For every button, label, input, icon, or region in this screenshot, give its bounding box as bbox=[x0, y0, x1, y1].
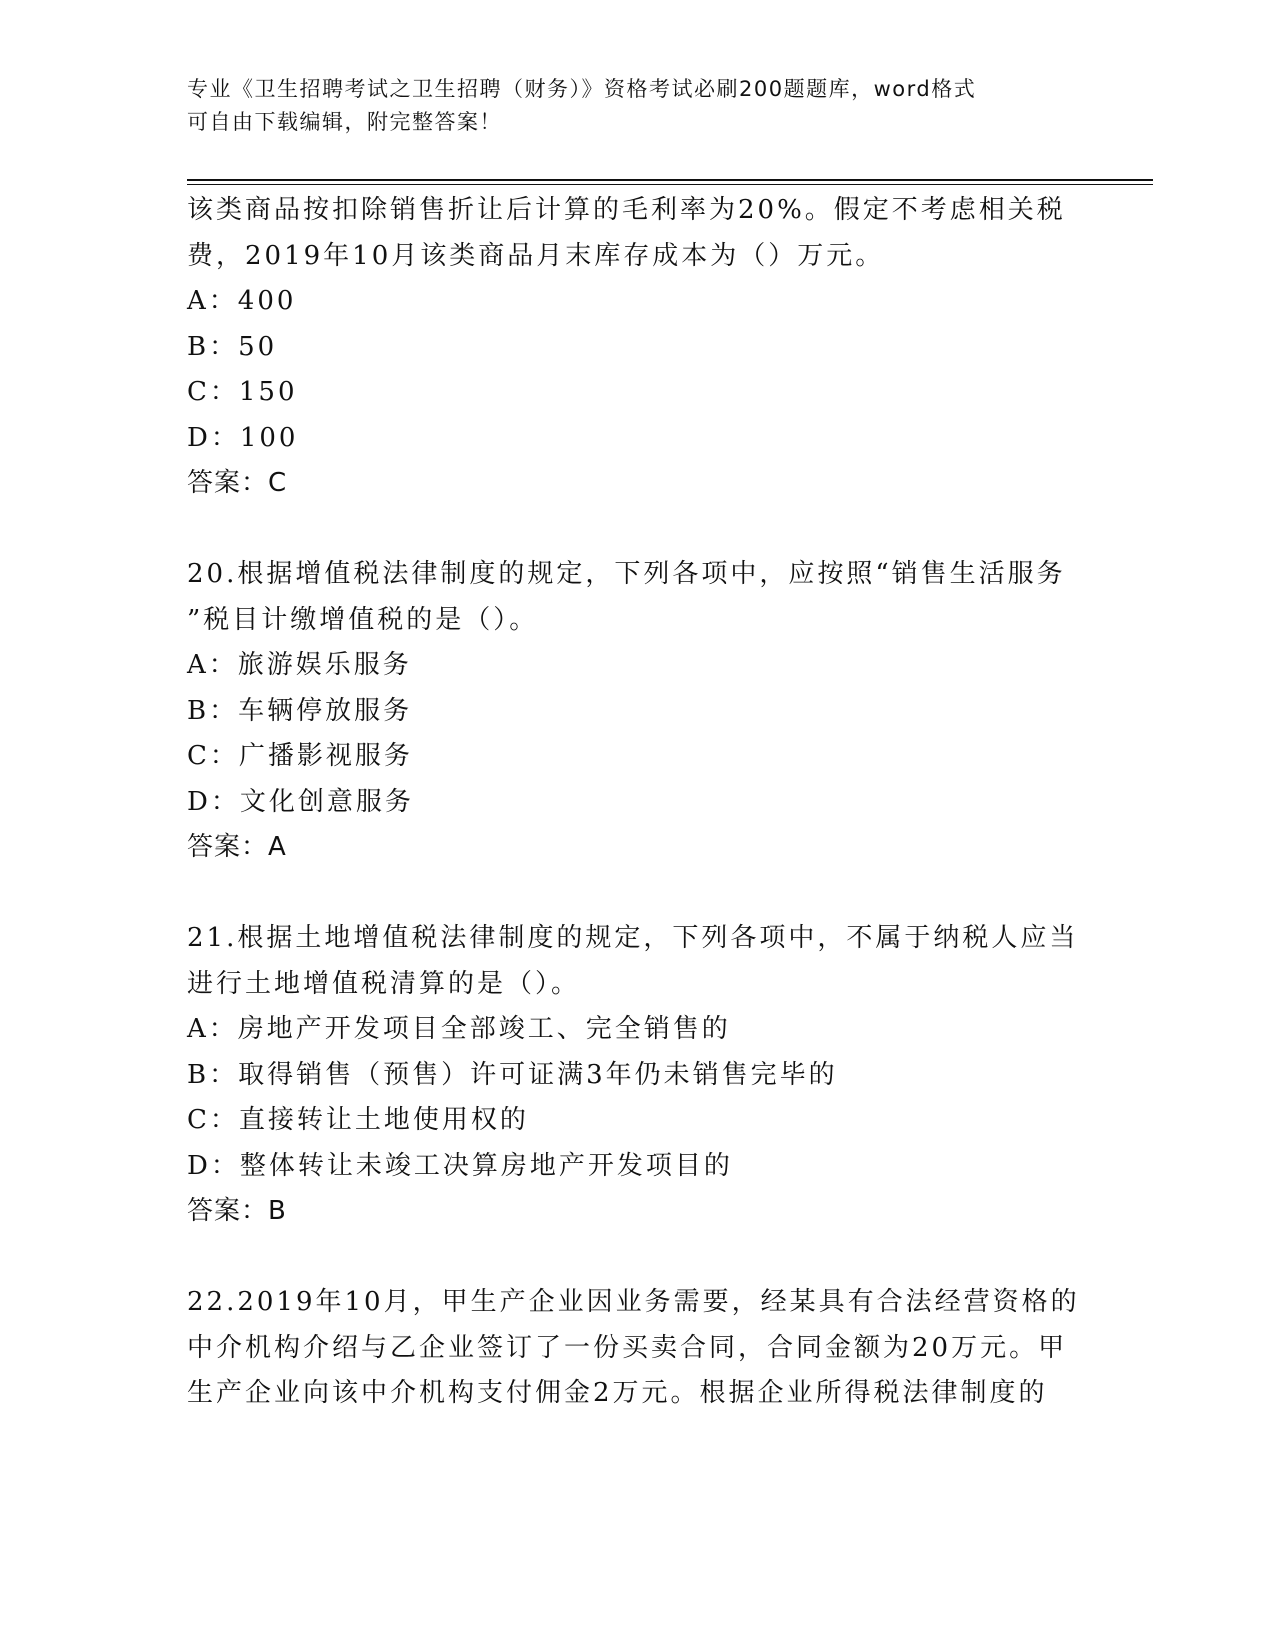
question-block-20 bbox=[187, 552, 1087, 871]
option-d: D：文化创意服务 bbox=[187, 786, 414, 817]
option-c: C：150 bbox=[187, 377, 298, 407]
option-b: B：取得销售（预售）许可证满3年仍未销售完毕的 bbox=[187, 1059, 838, 1090]
header-divider-thick bbox=[187, 179, 1153, 181]
answer-label: 答案：C bbox=[187, 468, 288, 498]
question-text-line: 生产企业向该中介机构支付佣金2万元。根据企业所得税法律制度的 bbox=[187, 1378, 1048, 1408]
question-spacer bbox=[187, 507, 1087, 553]
question-text-line: ”税目计缴增值税的是（）。 bbox=[187, 604, 539, 635]
question-text-line: 费，2019年10月该类商品月末库存成本为（）万元。 bbox=[187, 240, 885, 271]
answer-label: 答案：B bbox=[187, 1196, 287, 1226]
document-header bbox=[187, 73, 1087, 139]
option-d: D：100 bbox=[187, 422, 299, 453]
option-b: B：50 bbox=[187, 331, 278, 362]
question-block-21 bbox=[187, 916, 1087, 1235]
option-a: A：400 bbox=[187, 286, 297, 316]
header-divider-thin bbox=[187, 184, 1153, 185]
header-title-line-1: 专业《卫生招聘考试之卫生招聘（财务）》资格考试必刷200题题库，word格式 bbox=[187, 77, 977, 101]
option-a: A：旅游娱乐服务 bbox=[187, 650, 412, 680]
option-b: B：车辆停放服务 bbox=[187, 695, 413, 726]
question-text-line: 22.2019年10月，甲生产企业因业务需要，经某具有合法经营资格的 bbox=[187, 1287, 1080, 1317]
option-d: D：整体转让未竣工决算房地产开发项目的 bbox=[187, 1150, 733, 1181]
question-text-line: 21.根据土地增值税法律制度的规定，下列各项中，不属于纳税人应当 bbox=[187, 923, 1079, 953]
option-a: A：房地产开发项目全部竣工、完全销售的 bbox=[187, 1014, 731, 1044]
answer-label: 答案：A bbox=[187, 832, 287, 862]
option-c: C：直接转让土地使用权的 bbox=[187, 1105, 529, 1135]
question-text-line: 中介机构介绍与乙企业签订了一份买卖合同，合同金额为20万元。甲 bbox=[187, 1332, 1068, 1363]
question-text-line: 20.根据增值税法律制度的规定，下列各项中，应按照“销售生活服务 bbox=[187, 559, 1066, 589]
question-text-line: 进行土地增值税清算的是（）。 bbox=[187, 968, 581, 999]
option-c: C：广播影视服务 bbox=[187, 741, 413, 771]
question-block-22 bbox=[187, 1280, 1087, 1417]
question-spacer bbox=[187, 871, 1087, 917]
question-list bbox=[187, 188, 1087, 1417]
question-block-19 bbox=[187, 188, 1087, 507]
header-title-line-2: 可自由下载编辑，附完整答案！ bbox=[187, 110, 502, 134]
question-text-line: 该类商品按扣除销售折让后计算的毛利率为20%。假定不考虑相关税 bbox=[187, 195, 1066, 225]
question-spacer bbox=[187, 1235, 1087, 1281]
